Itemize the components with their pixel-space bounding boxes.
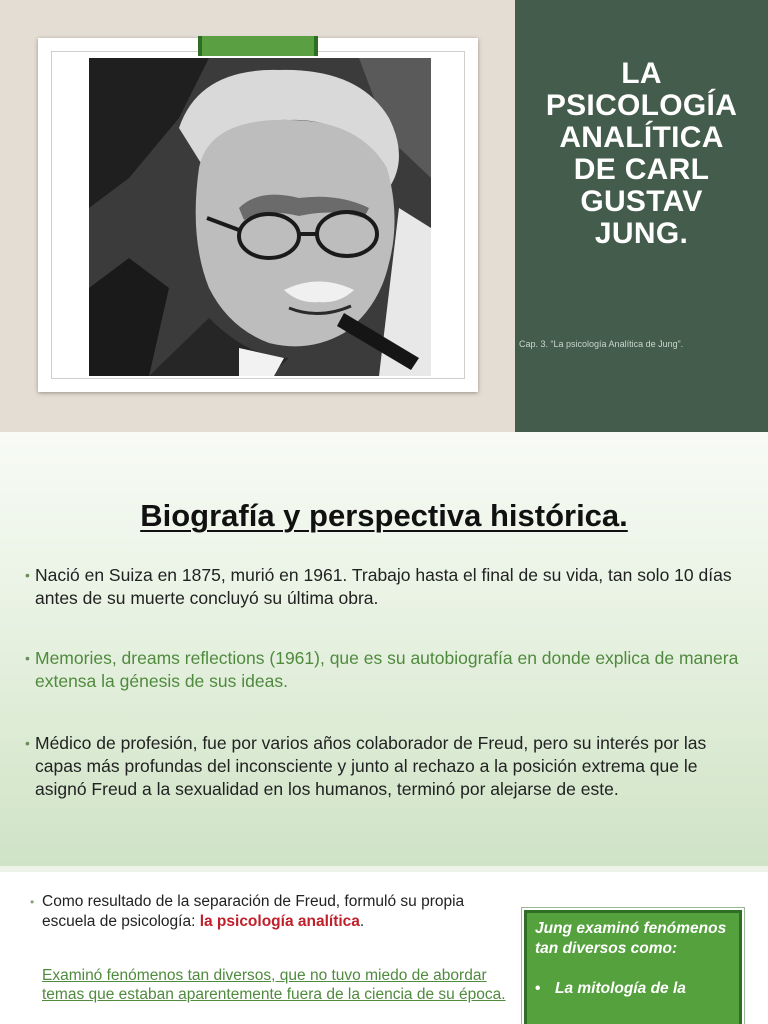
title-line: LA (621, 57, 662, 90)
title-line: ANALÍTICA (559, 121, 724, 154)
callout-item: • La mitología de la (535, 979, 731, 999)
title-line: PSICOLOGÍA (545, 89, 738, 122)
title-line: JUNG. (594, 217, 689, 250)
slide-subtitle: Cap. 3. “La psicología Analítica de Jung”. (519, 339, 684, 349)
frame-tab (198, 36, 318, 56)
phenomena-link[interactable]: Examinó fenómenos tan diversos, que no tuvo miedo de abordar temas que estaban aparentemente fuera de la ciencia de su época. (42, 967, 506, 1003)
bullet-item (25, 564, 747, 610)
bullet-icon: • (25, 650, 30, 666)
analytic-psychology-slide (0, 866, 768, 1024)
bullet-text: Médico de profesión, fue por varios años colaborador de Freud, pero su interés por las capas más profundas del inconsciente y junto al rechazo a la posición extrema que le asignó Freud a la sexualidad en los humanos, terminó por alejarse de este. (35, 733, 707, 799)
slide-title (515, 58, 768, 250)
bullet-text: Nació en Suiza en 1875, murió en 1961. Trabajo hasta el final de su vida, tan solo 10 días antes de su muerte concluyó su última obra. (35, 565, 732, 608)
callout-title: Jung examinó fenómenos tan diversos como: (535, 920, 727, 957)
paragraph-end: . (359, 913, 365, 930)
jung-portrait-image (89, 58, 431, 376)
title-line: DE CARL (573, 153, 710, 186)
heading-text: Biografía y perspectiva histórica. (140, 498, 628, 533)
bullet-icon: • (25, 735, 30, 751)
separation-paragraph (30, 892, 504, 932)
bullet-icon: • (30, 895, 35, 909)
bullet-item (25, 647, 747, 693)
title-slide (0, 0, 768, 432)
slide-top-strip (0, 866, 768, 872)
paragraph-text: Como resultado de la separación de Freud, formuló su propia escuela de psicología: (42, 893, 465, 930)
bullet-icon: • (25, 567, 30, 583)
bullet-text: Memories, dreams reflections (1961), que es su autobiografía en donde explica de manera extensa la génesis de sus ideas. (35, 648, 739, 691)
phenomena-callout-box (524, 910, 742, 1024)
title-line: GUSTAV (580, 185, 703, 218)
highlight-text: la psicología analítica (199, 913, 360, 930)
portrait-frame (38, 38, 478, 392)
bullet-item (25, 732, 747, 801)
biography-heading (0, 496, 768, 536)
biography-slide (0, 432, 768, 866)
